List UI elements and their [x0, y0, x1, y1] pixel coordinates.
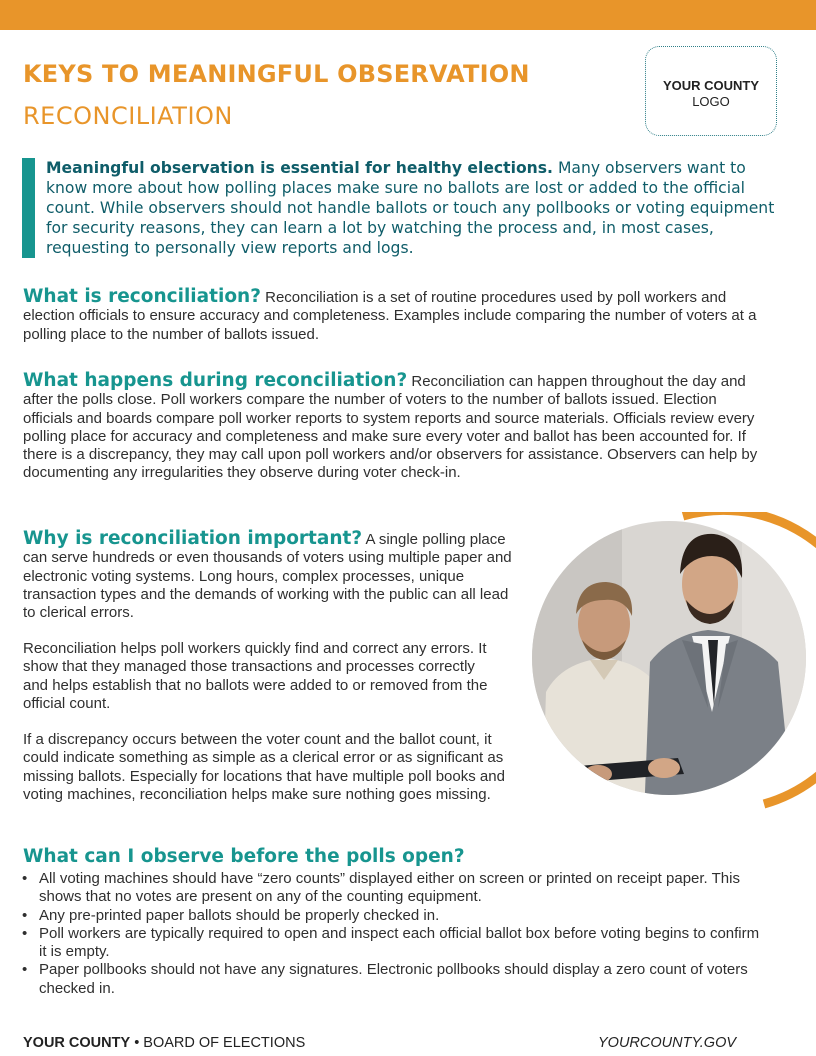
- footer-separator: •: [134, 1035, 140, 1051]
- list-item-text: Any pre-printed paper ballots should be properly checked in.: [39, 906, 440, 924]
- bullet-icon: •: [22, 906, 28, 924]
- list-item: [22, 961, 767, 998]
- bullet-icon: •: [22, 924, 28, 942]
- paragraph-reconciliation-helps: Reconciliation helps poll workers quickly find and correct any errors. It show that they managed those transactions and processes correctly and helps establish that no ballots were added to or removed from the official count.: [23, 640, 488, 712]
- section-what-is: [23, 288, 763, 344]
- list-item: [22, 925, 767, 962]
- footer-county: YOUR COUNTY: [23, 1035, 131, 1051]
- poll-workers-photo: [532, 512, 816, 818]
- section-heading: Why is reconciliation important?: [23, 528, 363, 549]
- page-title: KEYS TO MEANINGFUL OBSERVATION: [23, 60, 530, 88]
- page-subtitle: RECONCILIATION: [23, 102, 233, 130]
- section-heading: What happens during reconciliation?: [23, 370, 408, 391]
- section-why-important: [23, 530, 518, 622]
- list-item-text: All voting machines should have “zero counts” displayed either on screen or printed on receipt paper. This shows that no votes are present on any of the counting equipment.: [39, 870, 740, 906]
- logo-line-1: YOUR COUNTY: [662, 78, 760, 93]
- intro-lead: Meaningful observation is essential for healthy elections.: [46, 159, 553, 177]
- list-item-text: Poll workers are typically required to open and inspect each official ballot box before voting begins to confirm it is empty.: [39, 924, 760, 961]
- intro-body: Many observers want to know more about how polling places make sure no ballots are lost or added to the official count. While observers should not handle ballots or touch any pollbooks or voting equipment for security reasons, they can learn a lot by watching the process and, in most cases, requesting to personally view reports and logs.: [46, 159, 775, 257]
- section-body: Reconciliation can happen throughout the day and after the polls close. Poll workers compare the number of voters to the number of ballots issued. Election officials and boards compare poll worker reports to system reports and source materials. Officials review every polling place for accuracy and completeness and make sure every voter and ballot has been accounted for. If there is a discrepancy, they may call upon poll workers and/or observers for assistance. Observers can help by documenting any irregularities they observe during voter check-in.: [23, 373, 758, 482]
- intro-callout: [22, 158, 786, 258]
- section-body: Reconciliation is a set of routine procedures used by poll workers and election officials to ensure accuracy and completeness. Examples include comparing the number of voters at a polling place to the number of ballots issued.: [23, 289, 757, 343]
- logo-line-2: LOGO: [692, 94, 730, 109]
- section-heading: What is reconciliation?: [23, 286, 261, 307]
- footer-board: BOARD OF ELECTIONS: [143, 1035, 306, 1051]
- section-what-happens: [23, 372, 763, 483]
- bullet-icon: •: [22, 870, 28, 887]
- list-item-text: Paper pollbooks should not have any signatures. Electronic pollbooks should display a zero count of voters checked in.: [39, 961, 748, 997]
- footer-organization: [23, 1035, 305, 1051]
- observe-heading: What can I observe before the polls open?: [23, 846, 465, 867]
- section-body: A single polling place can serve hundreds or even thousands of voters using multiple paper and electronic voting systems. Long hours, complex processes, unique transaction types and the demands of working with the public can all lead to clerical errors.: [23, 531, 512, 622]
- top-accent-bar: [0, 0, 816, 30]
- list-item: [22, 870, 767, 907]
- observe-list: [22, 870, 767, 998]
- bullet-icon: •: [22, 961, 28, 979]
- list-item: [22, 907, 767, 925]
- footer-website[interactable]: YOURCOUNTY.GOV: [598, 1035, 737, 1051]
- county-logo-placeholder: [645, 46, 777, 136]
- paragraph-discrepancy: If a discrepancy occurs between the voter count and the ballot count, it could indicate something as simple as a clerical error or as significant as missing ballots. Especially for locations that have multiple poll books and voting machines, reconciliation helps make sure nothing goes missing.: [23, 731, 505, 803]
